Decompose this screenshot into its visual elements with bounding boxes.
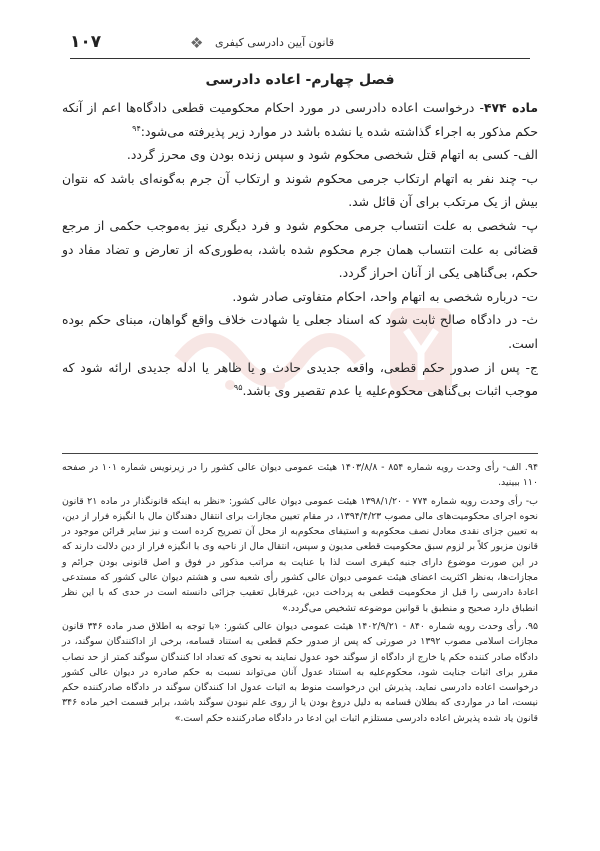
clause-se: ث- در دادگاه صالح ثابت شود که اسناد جعلی یا شهادت خلاف واقع گواهان، مبنای حکم بوده است. (62, 312, 538, 351)
footnote-divider (62, 453, 538, 454)
running-header (70, 32, 530, 58)
footnote-ref-94[interactable]: ۹۴ (132, 123, 141, 133)
clause-jim-text: ج- پس از صدور حکم قطعی، واقعه جدیدی حادث و یا ظاهر یا ادله جدیدی ارائه شود که موجب اثبات بی‌گناهی محکوم‌علیه یا عدم تقصیر وی باشد. (62, 359, 538, 399)
footnote-94-b: ب- رأی وحدت رویه شماره ۷۷۴ - ۱۳۹۸/۱/۲۰ هیئت عمومی دیوان عالی کشور: «نظر به اینکه قانونگذار در ماده ۲۱ قانون نحوه اجرای محکومیت‌های مالی مصوب ۱۳۹۴/۴/۲۳، در مقام تعیین مجازات برای انتقال دهندگان مال با انگیزه فرار از دین، به تعیین جزای نقدی معادل نصف محکوم‌به و استیفای محکوم‌به از محل آن تصریح کرده است و نیز سایر قرائن موجود در قانون مزبور کلاً بر لزوم سبق محکومیت قطعی مدیون و سپس، انتقال مال از ناحیه وی با انگیزه فرار از دین دلالت دارند که در این صورت موضوع دارای جنبه کیفری است لذا با عنایت به مراتب مذکور در فوق و اصل قانونی بودن جرائم و مجازات‌ها، به‌نظر اکثریت اعضای هیئت عمومی دیوان عالی کشور رأی شعبه سی و هشتم دیوان عالی کشور که مستدعی اعادهٔ دادرسی را قبل از محکومیت قطعی به پرداخت دین، غیرقابل تعقیب جزائی دانسته است در حدی که با این نظر انطباق دارد صحیح و منطبق با قوانین موضوعه تشخیص می‌گردد.» (62, 495, 539, 614)
book-title: قانون آیین دادرسی کیفری (215, 36, 335, 49)
diamond-ornament-icon: ❖ (190, 34, 204, 52)
article-intro (62, 96, 538, 143)
clause-alef: الف- کسی به اتهام قتل شخصی محکوم شود و سپس زنده بودن وی محرز گردد. (126, 147, 538, 163)
clause-jim (62, 356, 538, 403)
clause-be: ب- چند نفر به اتهام ارتکاب جرمی محکوم شوند و ارتکاب آن جرم به‌گونه‌ای باشد که نتوان بیش از یک مرتکب برای آن قائل شد. (62, 170, 538, 210)
footnote-94-a: ۹۴. الف- رأی وحدت رویه شماره ۸۵۴ - ۱۴۰۳/۸/۸ هیئت عمومی دیوان عالی کشور را در زیرنویس شماره ۱۰۱ در صفحه ۱۱۰ ببینید. (62, 462, 538, 489)
footnotes (62, 460, 538, 729)
page-number: ۱۰۷ (70, 32, 102, 52)
header-divider (70, 58, 530, 59)
article-body (62, 96, 538, 403)
footnote-ref-95[interactable]: ۹۵ (233, 383, 243, 392)
footnote-95: ۹۵. رأی وحدت رویه شماره ۸۴۰ - ۱۴۰۲/۹/۲۱ هیئت عمومی دیوان عالی کشور: «با توجه به اطلاق صدر ماده ۳۴۶ قانون مجازات اسلامی مصوب ۱۳۹۲ در صورتی که پس از صدور حکم قطعی به استناد قسامه، برخی از اداکنندگان سوگند، در دادگاه صادر کننده حکم یا خارج از دادگاه از سوگند خود عدول نمایند به نحوی که تعداد ادا کنندگان سوگند کمتر از حد نصاب مقرر برای اثبات جنایت شود، محکوم‌علیه به استناد عدول آنان می‌تواند نسبت به حکم صادره در دیوان عالی کشور درخواست اعاده دادرسی نماید. پذیرش این درخواست منوط به اثبات عدول ادا کنندگان سوگند در دادگاه صادرکننده حکم نیست، اما در مواردی که بطلان قسامه به دلیل دروغ بودن یا از روی علم نبودن سوگند باشد، برابر قسمت اخیر ماده ۳۴۶ قانون یاد شده پذیرش اعاده دادرسی مستلزم اثبات این ادعا در دادگاه صادرکننده حکم است.» (62, 620, 539, 724)
article-heading: ماده ۴۷۴ (483, 100, 538, 115)
clause-te: ت- درباره شخصی به اتهام واحد، احکام متفاوتی صادر شود. (232, 288, 538, 304)
chapter-title: فصل چهارم- اعاده دادرسی (205, 72, 395, 88)
article-intro-text: - درخواست اعاده دادرسی در مورد احکام محکومیت قطعی دادگاه‌ها اعم از آنکه حکم مذکور به اجراء گذاشته شده یا نشده باشد در موارد زیر پذیرفته می‌شود: (62, 100, 538, 139)
clause-pe: پ- شخصی به علت انتساب جرمی محکوم شود و فرد دیگری نیز به‌موجب حکمی از مرجع قضائی به علت انتساب همان جرم محکوم شده باشد، به‌طوری‌که از تعارض و تضاد مفاد دو حکم، بی‌گناهی یکی از آنان احراز گردد. (62, 217, 538, 281)
